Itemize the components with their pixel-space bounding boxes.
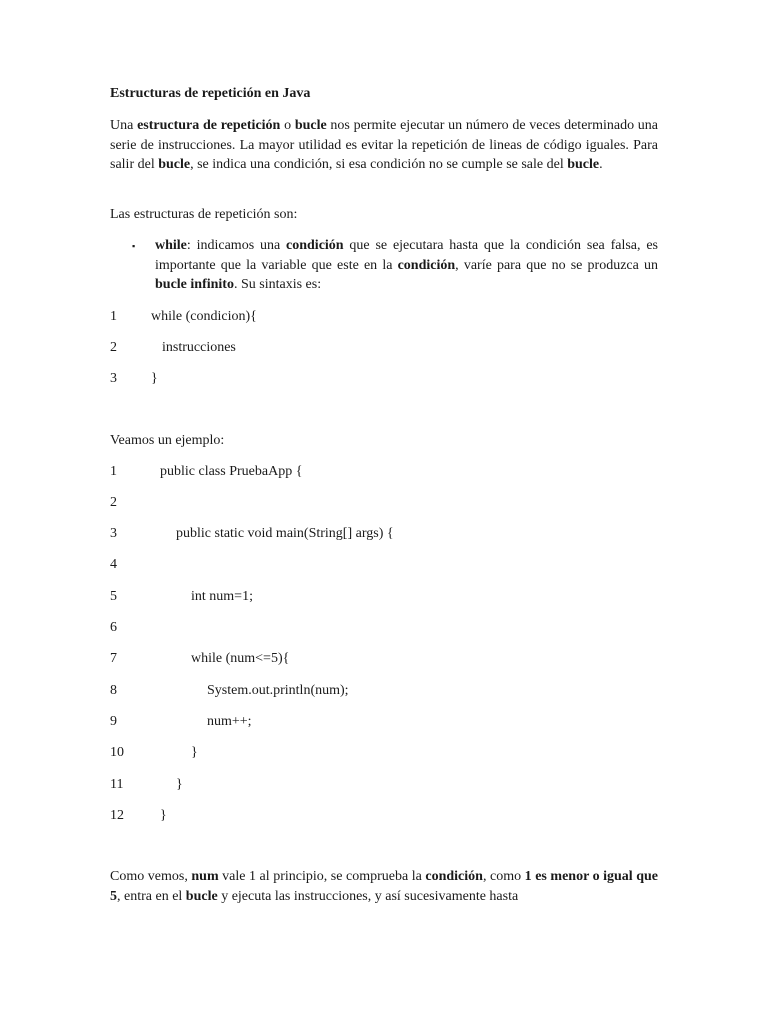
bullet-text-3: , varíe para que no se produzca un bbox=[455, 257, 659, 273]
line-number: 8 bbox=[110, 683, 117, 698]
document-title: Estructuras de repetición en Java bbox=[110, 86, 311, 101]
intro-paragraph bbox=[110, 116, 658, 175]
line-number: 9 bbox=[110, 714, 117, 729]
list-item bbox=[110, 236, 658, 295]
line-number: 1 bbox=[110, 464, 117, 479]
code-text: instrucciones bbox=[162, 340, 236, 355]
line-number: 2 bbox=[110, 495, 117, 510]
syntax-line-2 bbox=[110, 338, 236, 358]
example-line-5 bbox=[110, 587, 253, 607]
line-number: 3 bbox=[110, 526, 117, 541]
code-text: public class PruebaApp { bbox=[160, 464, 303, 479]
code-text: while (condicion){ bbox=[151, 309, 257, 324]
intro-bold-1: estructura de repetición bbox=[137, 118, 281, 133]
line-number: 7 bbox=[110, 651, 117, 666]
intro-block bbox=[110, 116, 658, 175]
bullet-text-2: que se ejecutara hasta que la condición sea falsa, es importante que la variable que este en la bbox=[155, 238, 658, 273]
code-text: int num=1; bbox=[191, 589, 253, 604]
line-number: 3 bbox=[110, 371, 117, 386]
intro-text-5: . bbox=[599, 157, 603, 172]
line-number: 12 bbox=[110, 808, 124, 823]
intro-bold-2: bucle bbox=[294, 118, 327, 133]
example-intro: Veamos un ejemplo: bbox=[110, 433, 225, 448]
conclusion-paragraph bbox=[110, 867, 658, 906]
intro-text-1: Una bbox=[110, 118, 138, 133]
intro-text-2: o bbox=[280, 118, 295, 133]
line-number: 10 bbox=[110, 745, 124, 760]
example-line-1 bbox=[110, 462, 303, 482]
example-line-4 bbox=[110, 555, 117, 575]
line-number: 11 bbox=[110, 777, 124, 792]
example-intro-block bbox=[110, 431, 658, 451]
intro-bold-3: bucle bbox=[158, 157, 191, 172]
example-line-11 bbox=[110, 775, 183, 795]
line-number: 1 bbox=[110, 309, 117, 324]
example-line-7 bbox=[110, 649, 290, 669]
example-line-3 bbox=[110, 524, 394, 544]
code-text: public static void main(String[] args) { bbox=[176, 526, 394, 541]
example-line-8 bbox=[110, 681, 349, 701]
conclusion-bold-4: bucle bbox=[185, 888, 218, 904]
bullet-bold-2: condición bbox=[286, 238, 344, 253]
conclusion-text-3: , como bbox=[482, 869, 525, 884]
example-line-9 bbox=[110, 712, 252, 732]
conclusion-text-4: , entra en el bbox=[117, 888, 186, 904]
code-text: } bbox=[176, 777, 183, 792]
conclusion-bold-1: num bbox=[191, 869, 219, 884]
code-text: while (num<=5){ bbox=[191, 651, 290, 666]
conclusion-text-1: Como vemos, bbox=[110, 869, 192, 884]
conclusion-bold-3: 1 es menor o igual que 5 bbox=[110, 869, 659, 904]
list-intro: Las estructuras de repetición son: bbox=[110, 207, 298, 222]
code-text: System.out.println(num); bbox=[207, 683, 349, 698]
code-text: } bbox=[191, 745, 198, 760]
bullet-bold-4: bucle infinito bbox=[155, 277, 234, 292]
line-number: 2 bbox=[110, 340, 117, 355]
document-body bbox=[110, 84, 658, 104]
example-line-2 bbox=[110, 493, 117, 513]
code-text: num++; bbox=[207, 714, 252, 729]
conclusion-text-2: vale 1 al principio, se comprueba la bbox=[218, 869, 426, 884]
bullet-block bbox=[110, 236, 658, 295]
line-number: 6 bbox=[110, 620, 117, 635]
line-number: 4 bbox=[110, 557, 117, 572]
bullet-bold-3: condición bbox=[397, 257, 456, 273]
example-line-10 bbox=[110, 743, 198, 763]
example-line-12 bbox=[110, 806, 167, 826]
bullet-text-4: . Su sintaxis es: bbox=[233, 277, 322, 292]
bullet-list bbox=[110, 236, 658, 295]
square-bullet-icon: ▪ bbox=[132, 241, 136, 251]
bullet-bold-1: while bbox=[155, 238, 187, 253]
list-intro-block bbox=[110, 205, 658, 225]
code-text: } bbox=[160, 808, 167, 823]
intro-bold-4: bucle bbox=[567, 157, 600, 172]
syntax-line-3 bbox=[110, 369, 158, 389]
intro-text-3: nos permite ejecutar un número de veces determinado una serie de instrucciones. La mayor utilidad es evitar la repetición de lineas de código iguales. Para salir del bbox=[110, 118, 659, 172]
line-number: 5 bbox=[110, 589, 117, 604]
syntax-line-1 bbox=[110, 307, 257, 327]
conclusion-block bbox=[110, 867, 658, 906]
intro-text-4: , se indica una condición, si esa condición no se cumple se sale del bbox=[190, 157, 568, 172]
bullet-text-1: : indicamos una bbox=[186, 238, 287, 253]
code-text: } bbox=[151, 371, 158, 386]
conclusion-text-5: y ejecuta las instrucciones, y así sucesivamente hasta bbox=[217, 888, 519, 904]
example-line-6 bbox=[110, 618, 117, 638]
conclusion-bold-2: condición bbox=[425, 869, 483, 884]
